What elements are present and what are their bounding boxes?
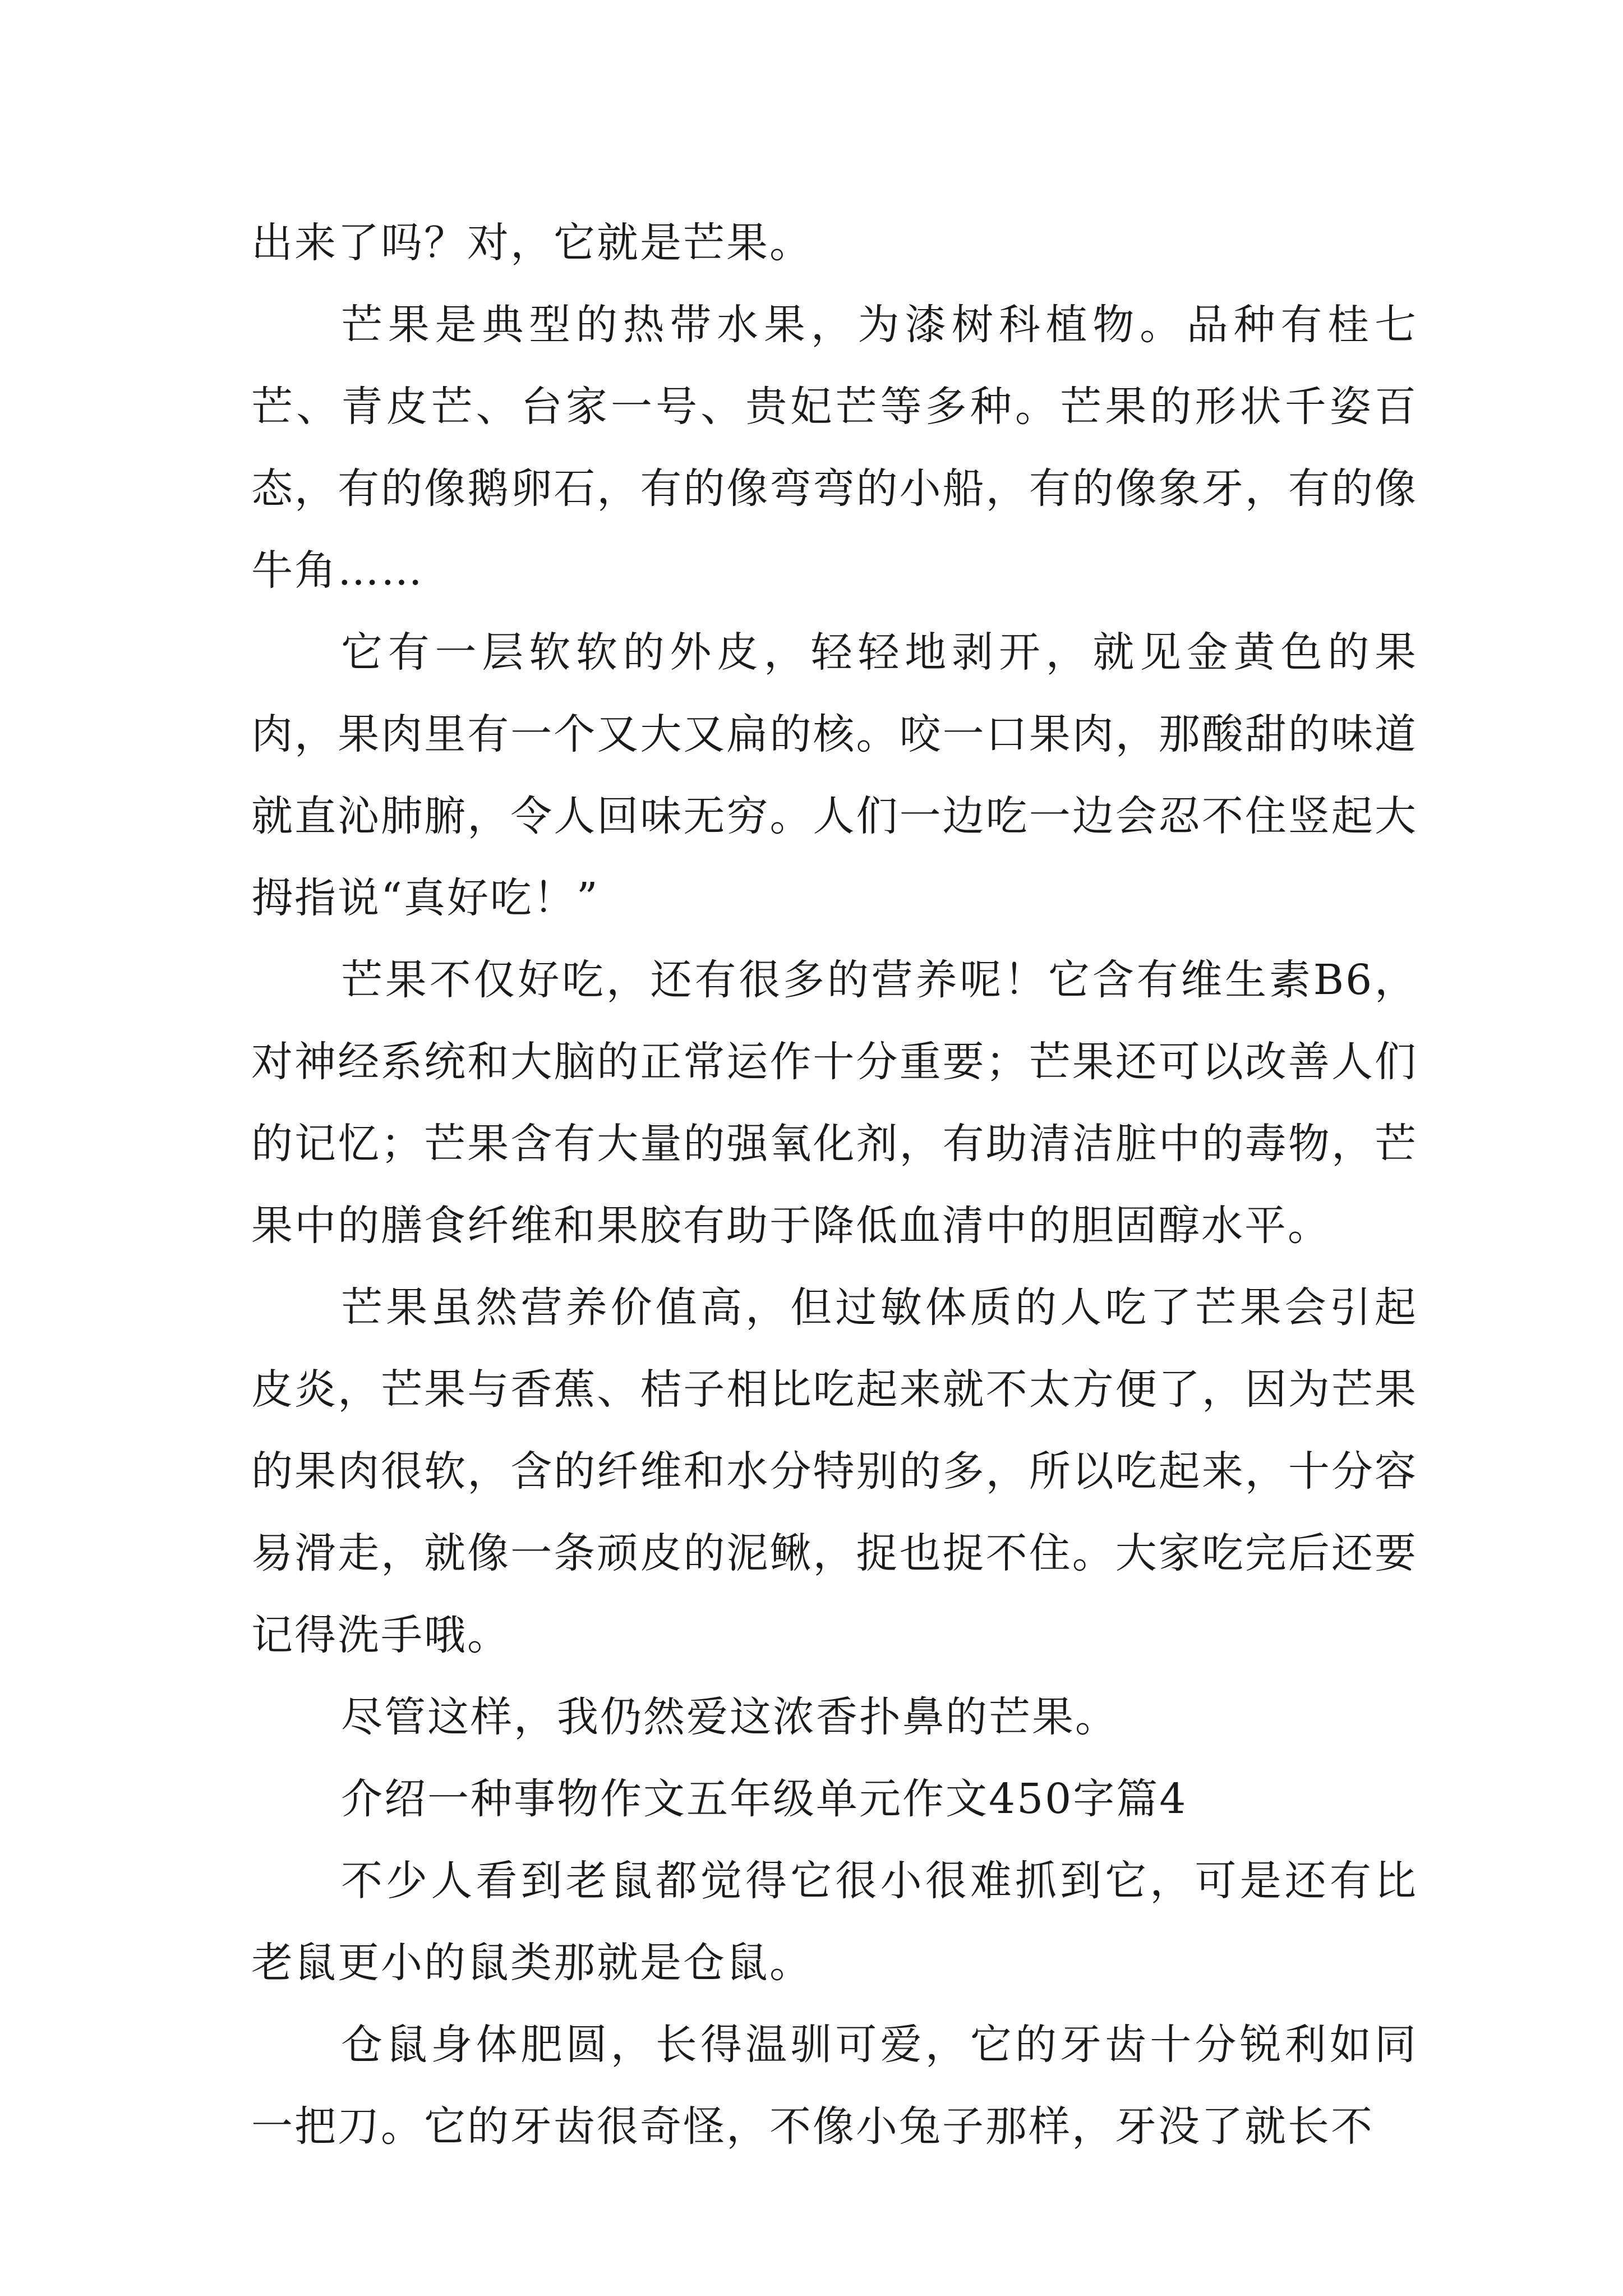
- paragraph-mango-varieties: 芒果是典型的热带水果，为漆树科植物。品种有桂七芒、青皮芒、台家一号、贵妃芒等多种。芒果的形状千姿百态，有的像鹅卵石，有的像弯弯的小船，有的像象牙，有的像牛角……: [251, 301, 1418, 595]
- paragraph-mango-taste: 它有一层软软的外皮，轻轻地剥开，就见金黄色的果肉，果肉里有一个又大又扁的核。咬一口果肉，那酸甜的味道就直沁肺腑，令人回味无穷。人们一边吃一边会忍不住竖起大拇指说“真好吃！”: [251, 628, 1418, 922]
- paragraph-hamster-intro: 不少人看到老鼠都觉得它很小很难抓到它，可是还有比老鼠更小的鼠类那就是仓鼠。: [251, 1857, 1418, 1987]
- section-heading: 介绍一种事物作文五年级单元作文450字篇4: [341, 1775, 1188, 1823]
- paragraph-hamster-teeth: 仓鼠身体肥圆，长得温驯可爱，它的牙齿十分锐利如同一把刀。它的牙齿很奇怪，不像小兔子那样，牙没了就长不: [251, 2021, 1418, 2151]
- paragraph-mango-conclusion: 尽管这样，我仍然爱这浓香扑鼻的芒果。: [341, 1693, 1118, 1741]
- paragraph-continuation: 出来了吗？对，它就是芒果。: [251, 219, 813, 267]
- paragraph-mango-allergy: 芒果虽然营养价值高，但过敏体质的人吃了芒果会引起皮炎，芒果与香蕉、桔子相比吃起来就不太方便了，因为芒果的果肉很软，含的纤维和水分特别的多，所以吃起来，十分容易滑走，就像一条顽皮的泥鳅，捉也捉不住。大家吃完后还要记得洗手哦。: [251, 1283, 1418, 1659]
- document-body: [251, 202, 1418, 2168]
- paragraph-mango-nutrition: 芒果不仅好吃，还有很多的营养呢！它含有维生素B6，对神经系统和大脑的正常运作十分重要；芒果还可以改善人们的记忆；芒果含有大量的强氧化剂，有助清洁脏中的毒物，芒果中的膳食纤维和果胶有助于降低血清中的胆固醇水平。: [251, 956, 1418, 1250]
